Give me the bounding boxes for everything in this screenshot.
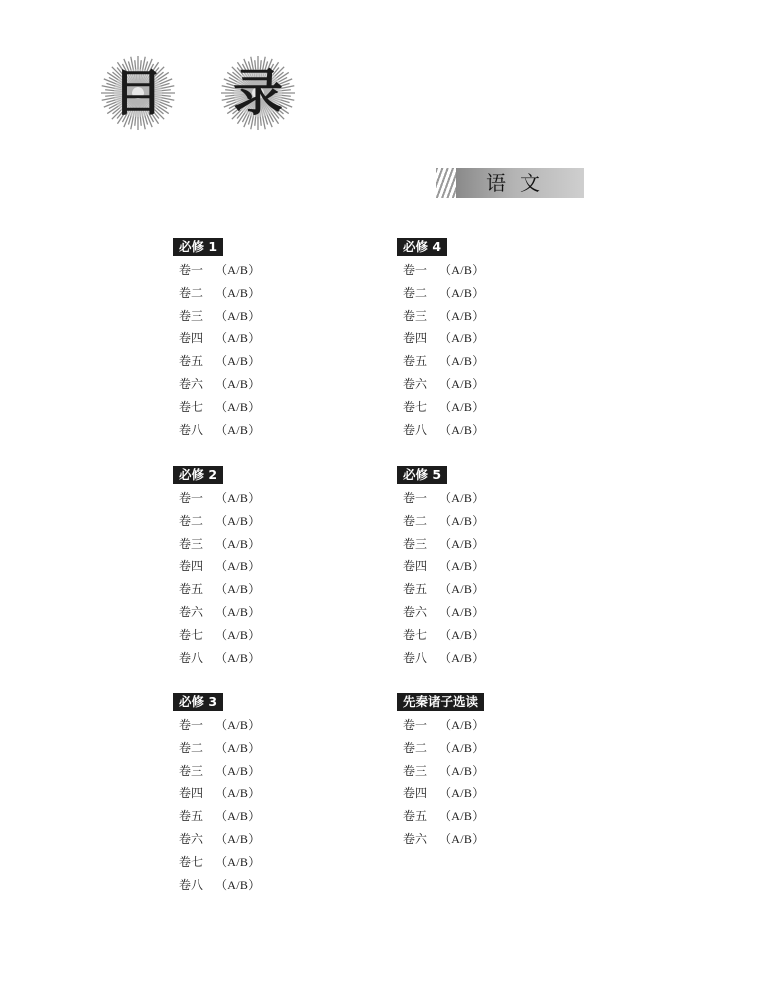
volume-item (397, 714, 597, 737)
volume-item (397, 373, 597, 396)
subject-banner (436, 168, 584, 198)
volume-item (397, 555, 597, 578)
volume-type: （A/B） (215, 627, 261, 642)
volume-name: 卷二 (179, 740, 204, 755)
volume-name: 卷五 (179, 354, 204, 369)
volume-name: 卷三 (179, 763, 204, 778)
volume-item (173, 805, 373, 828)
volume-name: 卷七 (179, 854, 204, 869)
volume-name: 卷四 (403, 331, 428, 346)
volume-type: （A/B） (439, 627, 485, 642)
volume-type: （A/B） (215, 422, 261, 437)
volume-name: 卷六 (179, 604, 204, 619)
volume-item (397, 327, 597, 350)
volume-type: （A/B） (215, 740, 261, 755)
volume-item (173, 874, 373, 897)
volume-type: （A/B） (439, 354, 485, 369)
volume-item (173, 282, 373, 305)
section-label: 先秦诸子选读 (397, 693, 484, 711)
volume-type: （A/B） (439, 582, 485, 597)
section-label: 必修 2 (173, 466, 223, 484)
volume-name: 卷一 (179, 491, 204, 505)
volume-type: （A/B） (439, 285, 485, 300)
volume-name: 卷七 (403, 627, 428, 642)
volume-item (173, 510, 373, 533)
volume-type: （A/B） (215, 831, 261, 846)
volume-list (173, 487, 373, 669)
volume-type: （A/B） (215, 308, 261, 323)
volume-name: 卷八 (179, 877, 204, 892)
volume-name: 卷三 (403, 308, 428, 323)
volume-type: （A/B） (215, 718, 261, 732)
volume-list (397, 487, 597, 669)
volume-name: 卷六 (403, 376, 428, 391)
volume-type: （A/B） (439, 536, 485, 551)
volume-name: 卷一 (403, 491, 428, 505)
volume-type: （A/B） (439, 513, 485, 528)
volume-name: 卷六 (179, 376, 204, 391)
volume-name: 卷五 (403, 354, 428, 369)
volume-type: （A/B） (439, 604, 485, 619)
volume-item (173, 828, 373, 851)
section-label: 必修 4 (397, 238, 447, 256)
section-bixiu-3 (173, 691, 373, 896)
volume-item (173, 533, 373, 556)
volume-name: 卷一 (403, 718, 428, 732)
page-title-char-2: 录 (233, 64, 283, 122)
volume-name: 卷七 (403, 399, 428, 414)
volume-item (173, 737, 373, 760)
volume-name: 卷五 (403, 582, 428, 597)
volume-type: （A/B） (215, 285, 261, 300)
volume-type: （A/B） (439, 491, 485, 505)
volume-name: 卷二 (403, 285, 428, 300)
volume-list (397, 259, 597, 441)
volume-item (173, 396, 373, 419)
volume-name: 卷一 (179, 718, 204, 732)
volume-item (173, 305, 373, 328)
volume-type: （A/B） (439, 831, 485, 846)
volume-item (397, 396, 597, 419)
banner-stripes (436, 168, 458, 198)
volume-type: （A/B） (215, 399, 261, 414)
volume-name: 卷一 (179, 263, 204, 277)
volume-type: （A/B） (215, 854, 261, 869)
volume-item (173, 624, 373, 647)
volume-item (397, 828, 597, 851)
volume-type: （A/B） (215, 763, 261, 778)
volume-type: （A/B） (439, 422, 485, 437)
page-title-char-1: 目 (113, 64, 163, 122)
section-bixiu-1 (173, 236, 373, 441)
volume-name: 卷四 (179, 559, 204, 574)
volume-name: 卷六 (403, 604, 428, 619)
volume-name: 卷四 (179, 786, 204, 801)
volume-list (397, 714, 597, 851)
volume-item (173, 578, 373, 601)
volume-item (173, 350, 373, 373)
volume-type: （A/B） (439, 263, 485, 277)
volume-type: （A/B） (439, 786, 485, 801)
volume-type: （A/B） (439, 718, 485, 732)
volume-item (397, 282, 597, 305)
volume-item (397, 487, 597, 510)
volume-name: 卷三 (403, 763, 428, 778)
volume-item (397, 624, 597, 647)
volume-name: 卷七 (179, 627, 204, 642)
volume-item (173, 647, 373, 670)
volume-name: 卷五 (179, 809, 204, 824)
volume-item (173, 851, 373, 874)
volume-name: 卷八 (179, 422, 204, 437)
volume-name: 卷二 (403, 513, 428, 528)
volume-item (173, 259, 373, 282)
volume-type: （A/B） (215, 491, 261, 505)
volume-name: 卷四 (403, 559, 428, 574)
title-badge-mu (100, 55, 176, 131)
title-badge-lu (220, 55, 296, 131)
volume-item (397, 350, 597, 373)
volume-name: 卷七 (179, 399, 204, 414)
volume-item (397, 305, 597, 328)
volume-item (397, 419, 597, 442)
volume-name: 卷四 (179, 331, 204, 346)
volume-item (397, 737, 597, 760)
volume-name: 卷六 (403, 831, 428, 846)
volume-item (397, 578, 597, 601)
volume-item (173, 760, 373, 783)
section-label: 必修 3 (173, 693, 223, 711)
volume-item (397, 782, 597, 805)
volume-type: （A/B） (439, 559, 485, 574)
volume-name: 卷五 (403, 809, 428, 824)
volume-type: （A/B） (215, 559, 261, 574)
volume-item (397, 805, 597, 828)
volume-type: （A/B） (215, 582, 261, 597)
volume-list (173, 259, 373, 441)
volume-type: （A/B） (215, 513, 261, 528)
volume-type: （A/B） (215, 877, 261, 892)
volume-name: 卷八 (403, 650, 428, 665)
volume-name: 卷三 (179, 308, 204, 323)
volume-name: 卷六 (179, 831, 204, 846)
volume-item (173, 419, 373, 442)
volume-type: （A/B） (215, 263, 261, 277)
volume-item (397, 647, 597, 670)
volume-name: 卷二 (403, 740, 428, 755)
volume-name: 卷二 (179, 513, 204, 528)
volume-name: 卷二 (179, 285, 204, 300)
volume-name: 卷八 (179, 650, 204, 665)
volume-name: 卷四 (403, 786, 428, 801)
volume-item (173, 555, 373, 578)
section-bixiu-5 (397, 464, 597, 669)
volume-type: （A/B） (439, 650, 485, 665)
volume-type: （A/B） (439, 399, 485, 414)
volume-type: （A/B） (215, 331, 261, 346)
volume-item (173, 373, 373, 396)
volume-type: （A/B） (215, 650, 261, 665)
subject-title: 语文 (486, 171, 554, 195)
section-bixiu-4 (397, 236, 597, 441)
volume-type: （A/B） (439, 809, 485, 824)
volume-item (173, 714, 373, 737)
volume-item (173, 487, 373, 510)
volume-name: 卷三 (403, 536, 428, 551)
volume-item (173, 782, 373, 805)
volume-item (173, 601, 373, 624)
volume-item (173, 327, 373, 350)
volume-type: （A/B） (439, 331, 485, 346)
volume-type: （A/B） (215, 354, 261, 369)
volume-type: （A/B） (215, 536, 261, 551)
volume-item (397, 510, 597, 533)
volume-type: （A/B） (215, 809, 261, 824)
volume-list (173, 714, 373, 896)
volume-type: （A/B） (439, 308, 485, 323)
section-label: 必修 1 (173, 238, 223, 256)
volume-type: （A/B） (215, 786, 261, 801)
volume-item (397, 259, 597, 282)
volume-name: 卷一 (403, 263, 428, 277)
section-label: 必修 5 (397, 466, 447, 484)
section-bixiu-2 (173, 464, 373, 669)
volume-type: （A/B） (215, 376, 261, 391)
section-xianqin-zhuzi (397, 691, 597, 851)
volume-type: （A/B） (439, 763, 485, 778)
volume-name: 卷八 (403, 422, 428, 437)
volume-item (397, 533, 597, 556)
volume-item (397, 601, 597, 624)
volume-type: （A/B） (439, 376, 485, 391)
volume-type: （A/B） (215, 604, 261, 619)
volume-item (397, 760, 597, 783)
volume-type: （A/B） (439, 740, 485, 755)
volume-name: 卷五 (179, 582, 204, 597)
volume-name: 卷三 (179, 536, 204, 551)
